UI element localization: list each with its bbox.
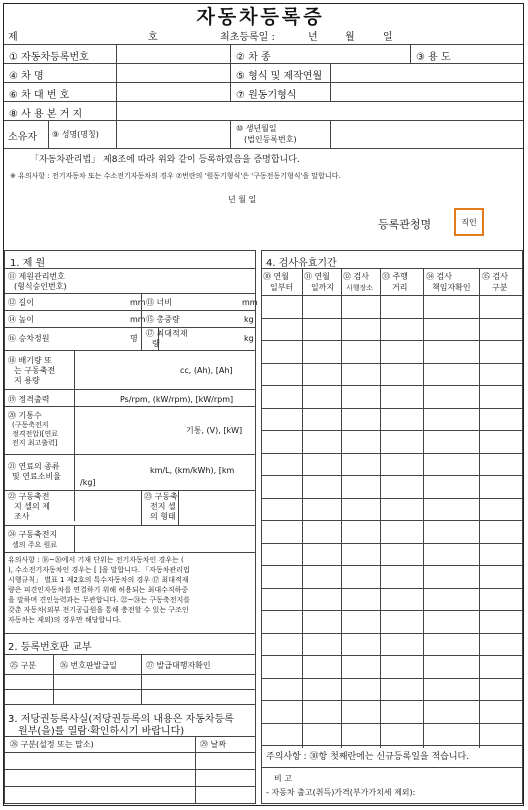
spec-note-4: 량은 피견인자동차를 연결하기 위해 허용되는 최대수직하중 — [8, 586, 189, 594]
field-spec-number: ⑪ 제원관리번호 — [8, 272, 65, 281]
inspection-row-line — [261, 430, 523, 431]
col-valid-until: ㉛ 연월 — [304, 272, 330, 281]
field-model-date: ⑤ 형식 및 제작연월 — [236, 71, 323, 82]
spec-note-7: 자동차는 제외)의 경우만 해당합니다. — [8, 616, 122, 624]
first-reg-year: 년 — [308, 32, 318, 43]
inspection-row-line — [261, 700, 523, 701]
spec-note-5: 을 말하며 견인능력과는 무관합니다. ㉒~㉔는 구동축전지를 — [8, 596, 190, 604]
col-plate-agent-check: ㉗ 발급대행자확인 — [146, 661, 211, 670]
inspection-row-line — [261, 723, 523, 724]
inspection-row-line — [261, 408, 523, 409]
inspection-row-line — [261, 318, 523, 319]
inspection-row-line — [261, 363, 523, 364]
inspection-row-line — [261, 678, 523, 679]
unit-cylinders: 기통, (V), [kW] — [186, 426, 243, 435]
field-max-load: ⑰ 최대적재 — [146, 329, 188, 338]
col-mortgage-date: ㉙ 날짜 — [200, 740, 226, 749]
document-title: 자동차등록증 — [196, 6, 325, 28]
col-valid-from: ㉚ 연월 — [263, 272, 289, 281]
spec-note-6: 갖춘 자동차(외부 전기공급원을 통해 충전할 수 있는 구조인 — [8, 606, 189, 614]
registration-authority: 등록관청명 — [378, 218, 432, 231]
field-cylinders-2: (구동축전지 — [12, 421, 49, 429]
inspection-row-line — [261, 655, 523, 656]
certify-statement: 「자동차관리법」 제8조에 따라 위와 같이 등록하였음을 증명합니다. — [30, 155, 300, 165]
inspection-row-line — [261, 588, 523, 589]
unit-mm: mm — [130, 298, 146, 307]
section-mortgage-heading-2: 원부(을)를 열람·확인하시기 바랍니다) — [18, 726, 185, 737]
col-valid-until-2: 일까지 — [311, 283, 335, 292]
field-seating-capacity: ⑯ 승차정원 — [8, 334, 50, 343]
inspection-row-line — [261, 520, 523, 521]
col-mileage: ㉝ 주행 — [382, 272, 408, 281]
inspection-row-line — [261, 745, 523, 746]
field-cylinders: ⑳ 기통수 — [8, 411, 42, 420]
unit-kg: kg — [244, 315, 254, 324]
owner-label: 소유자 — [8, 132, 37, 143]
field-displacement-3: 지 용량 — [14, 376, 40, 385]
section-plate-heading: 2. 등록번호판 교부 — [8, 642, 92, 653]
inspection-row-line — [261, 340, 523, 341]
unit-fuel: km/L, (km/kWh), [km — [150, 466, 235, 475]
unit-mm: mm — [130, 315, 146, 324]
first-registration-label: 최초등록일 : — [220, 32, 275, 43]
section-spec-heading: 1. 제 원 — [10, 258, 46, 269]
field-usage: ③ 용 도 — [416, 52, 451, 63]
col-valid-from-2: 일부터 — [270, 283, 294, 292]
unit-kg: kg — [244, 334, 254, 343]
inspection-row-line — [261, 543, 523, 544]
unit-person: 명 — [130, 334, 138, 343]
field-fuel-type: ㉑ 연료의 종류 — [8, 462, 60, 471]
field-cell-maker-3: 조사 — [14, 512, 30, 521]
field-cylinders-4: 전지 최고출력] — [12, 439, 58, 447]
spec-note-1: 유의사항 : ⑱~⑳에서 기재 단위는 전기자동차인 경우는 ( — [8, 556, 184, 564]
col-inspector-check: ㉞ 검사 — [426, 272, 452, 281]
col-inspector-check-2: 책임자확인 — [432, 283, 471, 292]
field-displacement-2: 는 구동축전 — [14, 366, 56, 375]
field-chassis-number: ⑥ 차 대 번 호 — [9, 90, 70, 101]
field-corp-number: (법인등록번호) — [244, 135, 297, 144]
field-max-load-2: 량 — [152, 339, 160, 348]
remark-label: 비 고 — [274, 774, 292, 783]
top-note: ※ 유의사항 : 전기자동차 또는 수소전기자동차의 경우 ⑦번란의 '원동기형식'은 '구동전동기형식'을 말합니다. — [10, 172, 341, 180]
field-width: ⑬ 너비 — [146, 298, 172, 307]
first-reg-day: 일 — [383, 32, 393, 43]
field-registration-number: ① 자동차등록번호 — [9, 52, 89, 63]
inspection-row-line — [261, 565, 523, 566]
field-displacement: ⑱ 배기량 또 — [8, 356, 52, 365]
inspection-row-line — [261, 498, 523, 499]
sign-date: 년 월 일 — [228, 195, 257, 204]
field-cell-maker: ㉒ 구동축전 — [8, 492, 50, 501]
spec-note-2: ), 수소전기자동차인 경우는 [ ]을 말합니다. 「자동차관리법 — [8, 566, 190, 574]
field-vehicle-name: ④ 차 명 — [9, 71, 44, 82]
section-mortgage-heading: 3. 저당권등록사실(저당권등록의 내용은 자동차등록 — [8, 714, 234, 725]
field-cell-form-2: 전지 셀 — [150, 502, 176, 511]
unit-rated-output: Ps/rpm, (kW/rpm), [kW/rpm] — [120, 395, 234, 404]
inspection-row-line — [261, 633, 523, 634]
inspection-row-line — [261, 475, 523, 476]
col-plate-category: ㉕ 구분 — [10, 661, 36, 670]
col-mortgage-category: ㉘ 구분(설정 또는 말소) — [10, 740, 94, 749]
field-base-location: ⑧ 사 용 본 거 지 — [9, 109, 83, 120]
field-engine-type: ⑦ 원동기형식 — [236, 90, 297, 101]
inspection-row-line — [261, 385, 523, 386]
col-mileage-2: 거리 — [392, 283, 408, 292]
inspection-row-line — [261, 610, 523, 611]
field-cell-material-2: 셀의 주요 원료 — [12, 541, 58, 549]
cert-no-label: 제 — [8, 32, 18, 43]
field-rated-output: ⑲ 정격출력 — [8, 395, 50, 404]
unit-fuel-2: /kg] — [80, 478, 96, 487]
col-inspection-type: ㉟ 검사 — [482, 272, 508, 281]
first-reg-month: 월 — [345, 32, 355, 43]
field-cell-material: ㉔ 구동축전지 — [8, 530, 58, 539]
field-length: ⑫ 길이 — [8, 298, 34, 307]
unit-displacement: cc, (Ah), [Ah] — [180, 366, 233, 375]
spec-note-3: 시행규칙」 별표 1 제2호의 특수자동차의 경우 ⑰ 최대적재 — [8, 576, 189, 584]
col-inspection-site: ㉜ 검사 — [343, 272, 369, 281]
field-gross-weight: ⑮ 총중량 — [146, 315, 180, 324]
field-owner-name: ⑨ 성명(명칭) — [52, 130, 99, 139]
inspection-note: 주의사항 : ㉚항 첫째란에는 신규등록일을 적습니다. — [266, 752, 470, 762]
inspection-row-line — [261, 453, 523, 454]
field-fuel-type-2: 및 연료소비율 — [12, 472, 61, 481]
cert-no-suffix: 호 — [148, 32, 158, 43]
field-birthdate: ⑩ 생년월일 — [236, 124, 277, 133]
field-cylinders-3: 정격전압)[연료 — [12, 430, 59, 438]
field-cell-maker-2: 지 셀의 제 — [14, 502, 50, 511]
col-inspection-type-2: 구분 — [492, 283, 508, 292]
field-type-approval: (형식승인번호) — [14, 282, 67, 291]
section-inspection-heading: 4. 검사유효기간 — [266, 258, 337, 269]
field-cell-form-3: 의 형태 — [150, 512, 176, 521]
col-plate-issue-date: ㉖ 번호판발급일 — [60, 661, 117, 670]
inspection-row-line — [261, 295, 523, 296]
field-cell-form: ㉓ 구동축 — [144, 492, 178, 501]
col-inspection-site-2: 시행장소 — [346, 284, 374, 292]
unit-mm: mm — [242, 298, 258, 307]
remark-purchase-price: - 자동차 출고(취득)가격(부가가치세 제외): — [266, 788, 416, 797]
field-vehicle-type: ② 차 종 — [236, 52, 271, 63]
field-height: ⑭ 높이 — [8, 315, 34, 324]
official-seal: 직인 — [454, 208, 484, 236]
